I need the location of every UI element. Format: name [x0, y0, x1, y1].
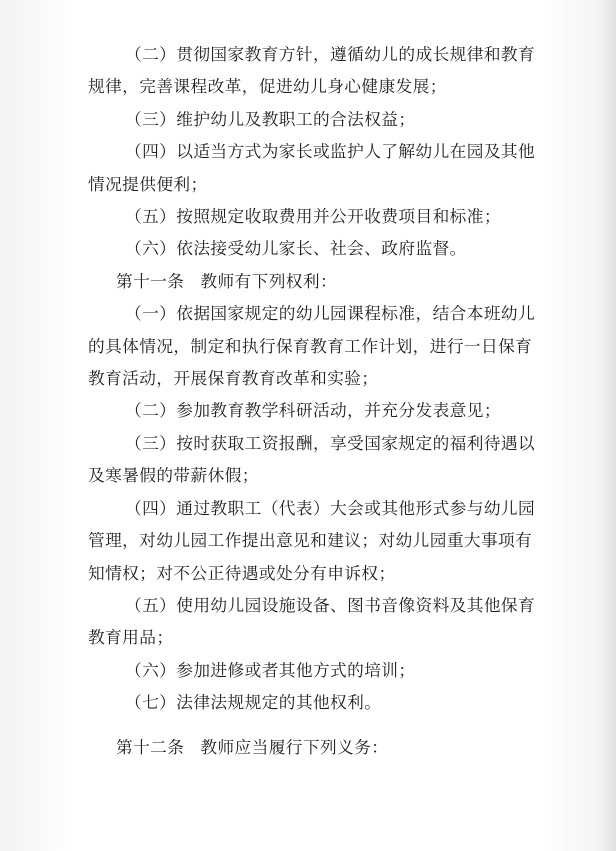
clause-6: （六）依法接受幼儿家长、社会、政府监督。 — [125, 238, 467, 259]
clause-2-line-1: （二）贯彻国家教育方针，遵循幼儿的成长规律和教育 — [125, 44, 536, 64]
clause-5: （五）按照规定收取费用并公开收费项目和标准； — [125, 206, 501, 227]
right-2: （二）参加教育教学科研活动，并充分发表意见； — [125, 400, 501, 421]
clause-4-line-2: 情况提供便利； — [88, 173, 208, 194]
clause-3: （三）维护幼儿及教职工的合法权益； — [125, 108, 416, 129]
right-1-line-3: 教育活动，开展保育教育改革和实验； — [88, 368, 379, 389]
right-4-line-3: 知情权；对不公正待遇或处分有申诉权； — [88, 562, 396, 583]
right-5-line-2: 教育用品； — [88, 627, 174, 648]
right-6: （六）参加进修或者其他方式的培训； — [125, 659, 416, 680]
article-11-heading — [88, 265, 552, 297]
article-11-text: 教师有下列权利： — [200, 270, 338, 291]
right-3-line-2: 及寒暑假的带薪休假； — [88, 465, 259, 486]
article-12-heading — [88, 731, 552, 763]
article-12-title: 第十二条 — [116, 736, 185, 757]
clause-2-line-2: 规律，完善课程改革，促进幼儿身心健康发展； — [88, 76, 447, 97]
document-body — [88, 38, 552, 763]
right-5-line-1: （五）使用幼儿园设施设备、图书音像资料及其他保育 — [125, 594, 536, 615]
right-1-line-1: （一）依据国家规定的幼儿园课程标准，结合本班幼儿 — [125, 303, 536, 324]
right-3-line-1: （三）按时获取工资报酬，享受国家规定的福利待遇以 — [125, 432, 536, 453]
article-11-title: 第十一条 — [116, 270, 185, 291]
right-7: （七）法律法规规定的其他权利。 — [125, 692, 382, 713]
page-edge-shadow — [598, 0, 616, 851]
article-12-text: 教师应当履行下列义务： — [200, 736, 389, 757]
right-1-line-2: 的具体情况，制定和执行保育教育工作计划，进行一日保育 — [88, 335, 533, 356]
article-spacer — [88, 719, 552, 731]
right-4-line-1: （四）通过教职工（代表）大会或其他形式参与幼儿园 — [125, 497, 536, 518]
right-4-line-2: 管理，对幼儿园工作提出意见和建议；对幼儿园重大事项有 — [88, 530, 533, 551]
clause-4-line-1: （四）以适当方式为家长或监护人了解幼儿在园及其他 — [125, 141, 536, 162]
